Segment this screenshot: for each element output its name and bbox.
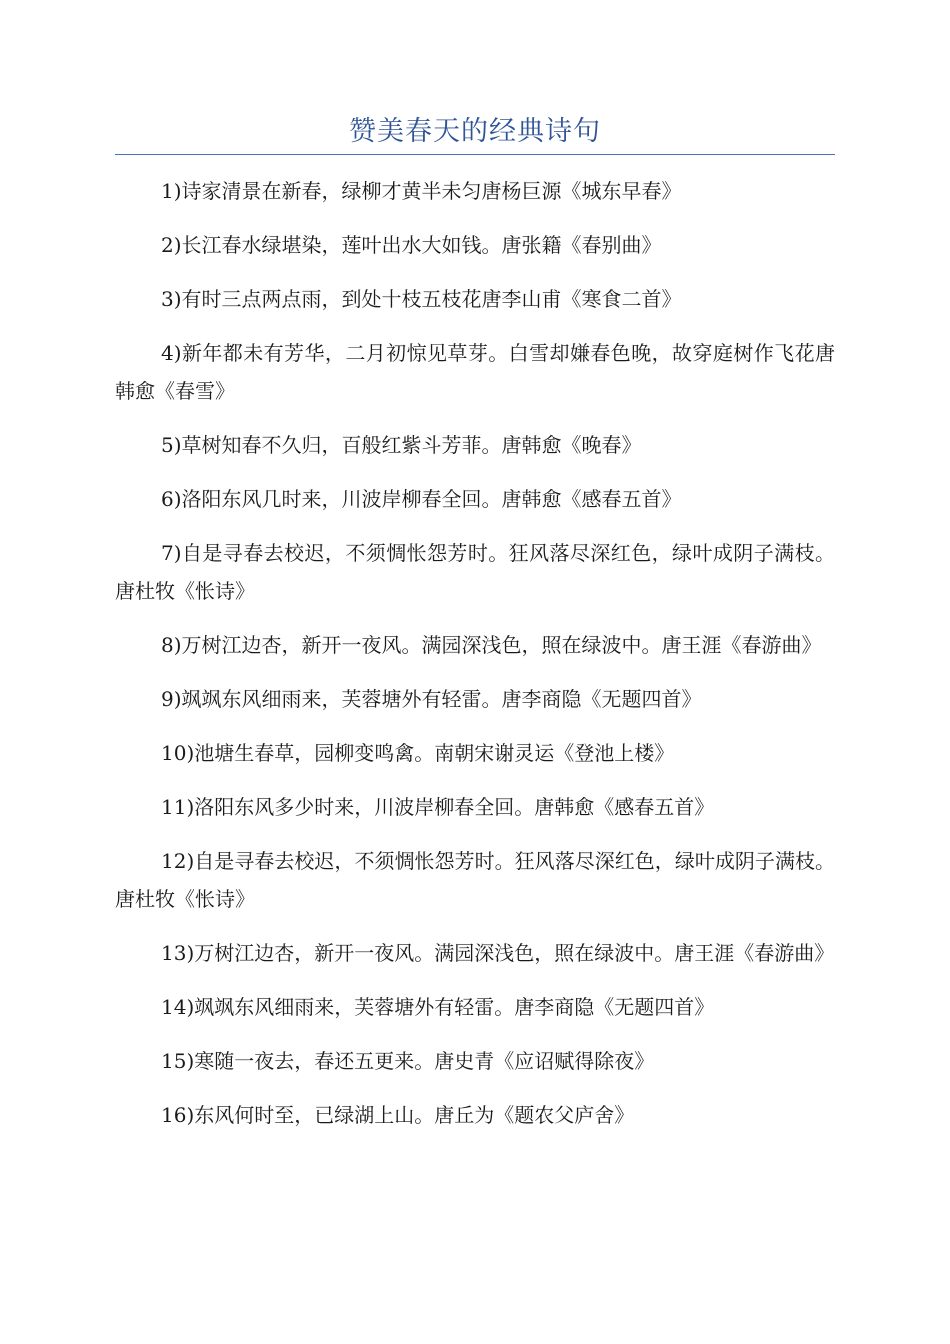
title-underline — [115, 154, 835, 155]
poem-item: 2)长江春水绿堪染，莲叶出水大如钱。唐张籍《春别曲》 — [161, 233, 662, 257]
poem-list — [115, 172, 835, 1150]
page-title: 赞美春天的经典诗句 — [349, 116, 601, 147]
poem-item: 14)飒飒东风细雨来，芙蓉塘外有轻雷。唐李商隐《无题四首》 — [161, 995, 715, 1019]
poem-item: 10)池塘生春草，园柳变鸣禽。南朝宋谢灵运《登池上楼》 — [161, 741, 675, 765]
poem-item: 11)洛阳东风多少时来，川波岸柳春全回。唐韩愈《感春五首》 — [161, 795, 715, 819]
poem-item: 13)万树江边杏，新开一夜风。满园深浅色，照在绿波中。唐王涯《春游曲》 — [161, 941, 835, 965]
poem-item: 6)洛阳东风几时来，川波岸柳春全回。唐韩愈《感春五首》 — [161, 487, 682, 511]
poem-item: 3)有时三点两点雨，到处十枝五枝花唐李山甫《寒食二首》 — [161, 287, 682, 311]
poem-item: 16)东风何时至，已绿湖上山。唐丘为《题农父庐舍》 — [161, 1103, 635, 1127]
poem-item: 7)自是寻春去校迟，不须惆怅怨芳时。狂风落尽深红色，绿叶成阴子满枝。唐杜牧《怅诗》 — [115, 541, 835, 603]
poem-item: 15)寒随一夜去，春还五更来。唐史青《应诏赋得除夜》 — [161, 1049, 655, 1073]
poem-item: 4)新年都未有芳华，二月初惊见草芽。白雪却嫌春色晚，故穿庭树作飞花唐韩愈《春雪》 — [115, 341, 835, 403]
poem-item: 1)诗家清景在新春，绿柳才黄半未匀唐杨巨源《城东早春》 — [161, 179, 682, 203]
poem-item: 12)自是寻春去校迟，不须惆怅怨芳时。狂风落尽深红色，绿叶成阴子满枝。唐杜牧《怅诗》 — [115, 849, 835, 911]
poem-item: 8)万树江边杏，新开一夜风。满园深浅色，照在绿波中。唐王涯《春游曲》 — [161, 633, 822, 657]
poem-item: 9)飒飒东风细雨来，芙蓉塘外有轻雷。唐李商隐《无题四首》 — [161, 687, 702, 711]
poem-item: 5)草树知春不久归，百般红紫斗芳菲。唐韩愈《晚春》 — [161, 433, 642, 457]
